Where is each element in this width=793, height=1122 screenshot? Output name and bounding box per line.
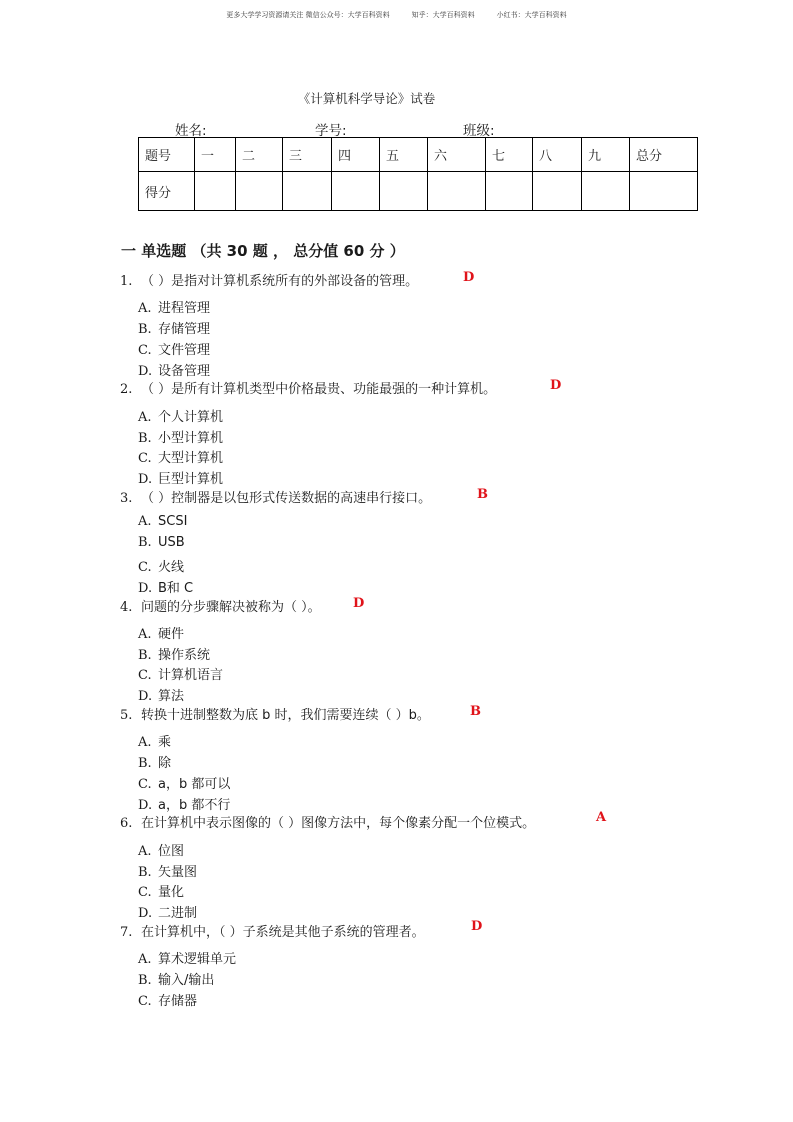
score-cell[interactable] <box>486 172 533 211</box>
option-item[interactable] <box>138 752 171 771</box>
score-cell[interactable] <box>630 172 698 211</box>
option-letter: D. <box>138 906 153 921</box>
question-text: 问题的分步骤解决被称为（ ）。 <box>141 600 321 615</box>
answer-mark: D <box>463 270 475 285</box>
option-item[interactable] <box>138 861 197 880</box>
question-number: 4. <box>120 600 133 615</box>
option-letter: A. <box>138 410 152 425</box>
question-number: 7. <box>120 925 133 940</box>
option-letter: A. <box>138 735 152 750</box>
table-cell: 二 <box>236 138 283 172</box>
table-cell: 九 <box>582 138 630 172</box>
score-cell[interactable] <box>380 172 428 211</box>
question-number: 3. <box>120 491 133 506</box>
option-item[interactable] <box>138 773 230 792</box>
option-letter: B. <box>138 535 152 550</box>
score-cell[interactable] <box>332 172 380 211</box>
answer-mark: D <box>550 378 562 393</box>
option-item[interactable] <box>138 731 171 750</box>
option-text: 文件管理 <box>158 343 211 358</box>
option-item[interactable] <box>138 623 184 642</box>
question-number: 2. <box>120 382 133 397</box>
table-cell: 得分 <box>139 172 195 211</box>
option-item[interactable] <box>138 948 236 967</box>
option-letter: B. <box>138 756 152 771</box>
option-letter: B. <box>138 648 152 663</box>
question-number: 5. <box>120 708 133 723</box>
option-text: 乘 <box>158 735 172 750</box>
answer-mark: A <box>596 810 607 825</box>
score-cell[interactable] <box>236 172 283 211</box>
question-number: 6. <box>120 816 133 831</box>
score-table <box>138 137 698 211</box>
option-item[interactable] <box>138 881 184 900</box>
option-text: 个人计算机 <box>158 410 224 425</box>
score-cell[interactable] <box>195 172 236 211</box>
class-label: 班级: <box>463 123 495 139</box>
question-7 <box>120 921 425 940</box>
option-item[interactable] <box>138 514 187 529</box>
question-text: 转换十进制整数为底 b 时，我们需要连续（ ）b。 <box>141 708 430 723</box>
score-table-score-row <box>139 172 698 211</box>
option-item[interactable] <box>138 577 193 596</box>
question-text: （ ）是指对计算机系统所有的外部设备的管理。 <box>141 274 419 289</box>
option-text: a，b 都可以 <box>158 777 231 792</box>
option-letter: C. <box>138 343 152 358</box>
top-banner <box>0 10 793 20</box>
question-3 <box>120 487 431 506</box>
option-text: 算术逻辑单元 <box>158 952 237 967</box>
option-item[interactable] <box>138 794 230 813</box>
score-table-header-row <box>139 138 698 172</box>
table-cell: 七 <box>486 138 533 172</box>
option-letter: A. <box>138 301 152 316</box>
answer-mark: D <box>471 919 483 934</box>
question-text: （ ）是所有计算机类型中价格最贵、功能最强的一种计算机。 <box>141 382 497 397</box>
option-letter: C. <box>138 885 152 900</box>
option-text: B和 C <box>158 581 194 596</box>
option-item[interactable] <box>138 644 210 663</box>
table-cell: 题号 <box>139 138 195 172</box>
answer-mark: B <box>477 487 488 502</box>
answer-mark: B <box>470 704 481 719</box>
option-text: 矢量图 <box>158 865 198 880</box>
option-letter: C. <box>138 777 152 792</box>
question-text: 在计算机中，（ ）子系统是其他子系统的管理者。 <box>141 925 425 940</box>
option-item[interactable] <box>138 318 210 337</box>
question-2 <box>120 378 496 397</box>
option-letter: D. <box>138 581 153 596</box>
option-letter: A. <box>138 844 152 859</box>
option-item[interactable] <box>138 468 223 487</box>
question-number: 1. <box>120 274 133 289</box>
section-title: 一 单选题 （共 30 题 ， 总分值 60 分 ） <box>121 242 405 260</box>
table-cell: 四 <box>332 138 380 172</box>
option-item[interactable] <box>138 427 223 446</box>
student-id-label: 学号: <box>315 123 347 139</box>
option-text: 位图 <box>158 844 185 859</box>
option-letter: D. <box>138 689 153 704</box>
option-text: 输入/输出 <box>158 973 215 988</box>
option-text: 火线 <box>158 560 185 575</box>
score-cell[interactable] <box>533 172 582 211</box>
exam-title: 《计算机科学导论》试卷 <box>297 91 436 106</box>
option-item[interactable] <box>138 685 184 704</box>
option-item[interactable] <box>138 360 210 379</box>
answer-mark: D <box>353 596 365 611</box>
option-text: 存储器 <box>158 994 198 1009</box>
option-letter: B. <box>138 865 152 880</box>
score-cell[interactable] <box>283 172 332 211</box>
table-cell: 五 <box>380 138 428 172</box>
option-text: 进程管理 <box>158 301 211 316</box>
banner-notice: 更多大学学习资源请关注 微信公众号：大学百科资料 <box>226 11 390 19</box>
option-text: 二进制 <box>158 906 198 921</box>
option-letter: A. <box>138 627 152 642</box>
option-text: 大型计算机 <box>158 451 224 466</box>
table-cell: 总分 <box>630 138 698 172</box>
table-cell: 一 <box>195 138 236 172</box>
table-cell: 六 <box>428 138 486 172</box>
option-item[interactable] <box>138 406 223 425</box>
option-letter: C. <box>138 451 152 466</box>
option-item[interactable] <box>138 447 223 466</box>
option-item[interactable] <box>138 969 214 988</box>
option-text: 量化 <box>158 885 185 900</box>
banner-zhihu: 知乎：大学百科资料 <box>411 11 475 19</box>
option-letter: D. <box>138 364 153 379</box>
option-item[interactable] <box>138 990 197 1009</box>
option-text: a，b 都不行 <box>158 798 231 813</box>
question-text: 在计算机中表示图像的（ ）图像方法中，每个像素分配一个位模式。 <box>141 816 536 831</box>
question-1 <box>120 270 418 289</box>
option-text: 操作系统 <box>158 648 211 663</box>
option-letter: B. <box>138 973 152 988</box>
option-letter: D. <box>138 798 153 813</box>
name-label: 姓名: <box>175 123 207 139</box>
option-text: 存储管理 <box>158 322 211 337</box>
question-5 <box>120 704 430 723</box>
option-letter: A. <box>138 514 152 529</box>
option-text: 硬件 <box>158 627 185 642</box>
score-cell[interactable] <box>582 172 630 211</box>
option-letter: B. <box>138 431 152 446</box>
option-text: 小型计算机 <box>158 431 224 446</box>
option-letter: B. <box>138 322 152 337</box>
score-cell[interactable] <box>428 172 486 211</box>
option-item[interactable] <box>138 297 210 316</box>
question-text: （ ）控制器是以包形式传送数据的高速串行接口。 <box>141 491 432 506</box>
option-letter: D. <box>138 472 153 487</box>
option-text: 计算机语言 <box>158 668 224 683</box>
banner-xiaohongshu: 小红书：大学百科资料 <box>496 11 567 19</box>
option-letter: C. <box>138 560 152 575</box>
option-item[interactable] <box>138 556 184 575</box>
question-4 <box>120 596 321 615</box>
option-text: 设备管理 <box>158 364 211 379</box>
option-text: 除 <box>158 756 172 771</box>
table-cell: 八 <box>533 138 582 172</box>
option-text: 巨型计算机 <box>158 472 224 487</box>
option-item[interactable] <box>138 902 197 921</box>
option-item[interactable] <box>138 339 210 358</box>
option-text: SCSI <box>158 514 188 529</box>
option-text: USB <box>158 535 185 550</box>
option-item[interactable] <box>138 535 185 550</box>
question-6 <box>120 812 535 831</box>
option-item[interactable] <box>138 664 223 683</box>
table-cell: 三 <box>283 138 332 172</box>
option-item[interactable] <box>138 840 184 859</box>
option-letter: C. <box>138 668 152 683</box>
option-letter: C. <box>138 994 152 1009</box>
option-text: 算法 <box>158 689 185 704</box>
option-letter: A. <box>138 952 152 967</box>
